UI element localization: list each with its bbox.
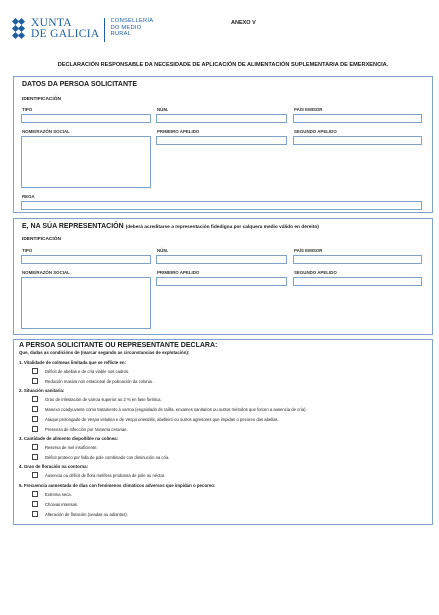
group-1-option-1[interactable]: Déficit de abellas e de cría viable nos cadros. [32, 368, 129, 374]
applicant-section-title: DATOS DA PERSOA SOLICITANTE [22, 81, 137, 88]
group-5-option-3[interactable]: Alteración de floración (xeadas ou adiantos). [32, 511, 128, 517]
group-1-heading: 1. Vitalidade de colmeas limitada que se reflicte en: [19, 360, 127, 365]
applicant-surname1-field[interactable] [156, 136, 287, 145]
checkbox[interactable] [32, 426, 38, 432]
applicant-type-label: TIPO [22, 107, 33, 112]
applicant-identification-heading: IDENTIFICACIÓN [22, 97, 61, 102]
document-title: DECLARACIÓN RESPONSABLE DA NECESIDADE DE APLICACIÓN DE ALIMENTACIÓN SUPLEMENTARIA DE EMERXENCIA. [57, 62, 389, 68]
representative-num-field[interactable] [156, 255, 287, 264]
annex-label: ANEXO V [231, 20, 256, 26]
xunta-logo [13, 18, 153, 42]
dept-line-2: DO MEDIO [110, 24, 142, 31]
checkbox[interactable] [32, 501, 38, 507]
group-2-option-1[interactable]: Grao de infestación de varroa superior ao 2 % en fase forética. [32, 396, 162, 402]
declaration-section [13, 339, 433, 525]
group-2-option-3[interactable]: Ataque prolongado de Vespa velutina e de Vespa orientalis, abelleiro ou outros agresores que impidan o pecoreo das abellas. [32, 416, 279, 422]
checkbox[interactable] [32, 406, 38, 412]
checkbox[interactable] [32, 454, 38, 460]
representative-country-field[interactable] [293, 255, 422, 264]
representative-country-label: PAÍS EMISOR [294, 248, 323, 253]
group-2-option-4[interactable]: Presenza de infección por Nosema ceranae. [32, 426, 128, 432]
applicant-surname1-label: PRIMEIRO APELIDO [157, 129, 200, 134]
group-2-option-2[interactable]: Manexo coadyuvante como tratamento á varroa (engaiolado de raíña, enxames sanitarios ou outros métodos que forcen a ausencia de cría). [32, 406, 307, 412]
group-3-option-1[interactable]: Reserva de mel insuficiente. [32, 444, 98, 450]
representative-surname1-label: PRIMEIRO APELIDO [157, 270, 200, 275]
applicant-section [13, 76, 433, 213]
declaration-intro: Que, dadas as condicións de (marcar segundo as circunstancias de explotación): [19, 350, 190, 355]
applicant-name-field[interactable] [21, 136, 151, 188]
applicant-surname2-field[interactable] [293, 136, 422, 145]
group-4-option-1[interactable]: Ausencia ou déficit de flora melífera produtora de pole ou néctar. [32, 472, 165, 478]
representative-surname2-field[interactable] [293, 277, 422, 286]
dept-line-3: RURAL [110, 31, 132, 38]
representative-identification-heading: IDENTIFICACIÓN [22, 237, 61, 242]
logo-line-2: DE GALICIA [31, 27, 100, 40]
checkbox[interactable] [32, 472, 38, 478]
dept-line-1: CONSELLERÍA [110, 18, 154, 24]
logo-line-1: XUNTA [31, 17, 72, 29]
declaration-section-title: A PERSOA SOLICITANTE OU REPRESENTANTE DECLARA: [19, 342, 218, 349]
applicant-country-label: PAÍS EMISOR [294, 107, 323, 112]
checkbox[interactable] [32, 491, 38, 497]
checkbox[interactable] [32, 511, 38, 517]
representative-note: (deberá acreditarse a representación fidedigna por calquera medio válido en dereito) [125, 225, 319, 230]
applicant-country-field[interactable] [293, 114, 422, 123]
applicant-rega-label: REGA [22, 194, 35, 199]
applicant-rega-field[interactable] [21, 201, 422, 210]
applicant-type-field[interactable] [21, 114, 151, 123]
group-2-heading: 2. Situación sanitaria: [19, 388, 65, 393]
page-header [13, 18, 433, 48]
group-5-heading: 5. Frecuencia aumentada de días con fenómenos climáticos adversos que impidan o pecoreo: [19, 483, 216, 488]
representative-type-field[interactable] [21, 255, 151, 264]
group-3-heading: 3. Cantidade de alimento dispoñible na colmea: [19, 436, 119, 441]
group-1-option-2[interactable]: Redución masiva non estacional de poboación da colonia. [32, 378, 153, 384]
representative-num-label: NÚM. [157, 248, 169, 253]
xunta-emblem-icon [13, 18, 27, 40]
checkbox[interactable] [32, 378, 38, 384]
representative-surname1-field[interactable] [156, 277, 287, 286]
checkbox[interactable] [32, 368, 38, 374]
representative-name-label: NOME/RAZÓN SOCIAL [22, 270, 70, 275]
representative-title-text: E, NA SÚA REPRESENTACIÓN [22, 223, 124, 230]
representative-surname2-label: SEGUNDO APELIDO [294, 270, 337, 275]
representative-type-label: TIPO [22, 248, 33, 253]
logo-divider [104, 18, 105, 42]
applicant-name-label: NOME/RAZÓN SOCIAL [22, 129, 70, 134]
checkbox[interactable] [32, 396, 38, 402]
representative-section-title [22, 223, 319, 230]
group-4-heading: 4. Grao de floración na contorna: [19, 464, 89, 469]
group-3-option-2[interactable]: Déficit proteico por falla de pole combinado con diminución na cría. [32, 454, 170, 460]
representative-name-field[interactable] [21, 277, 151, 329]
applicant-num-field[interactable] [156, 114, 287, 123]
applicant-num-label: NÚM. [157, 107, 169, 112]
group-5-option-1[interactable]: Extrema seca. [32, 491, 72, 497]
checkbox[interactable] [32, 416, 38, 422]
representative-section [13, 218, 433, 335]
applicant-surname2-label: SEGUNDO APELIDO [294, 129, 337, 134]
group-5-option-2[interactable]: Choivas intensas. [32, 501, 78, 507]
checkbox[interactable] [32, 444, 38, 450]
